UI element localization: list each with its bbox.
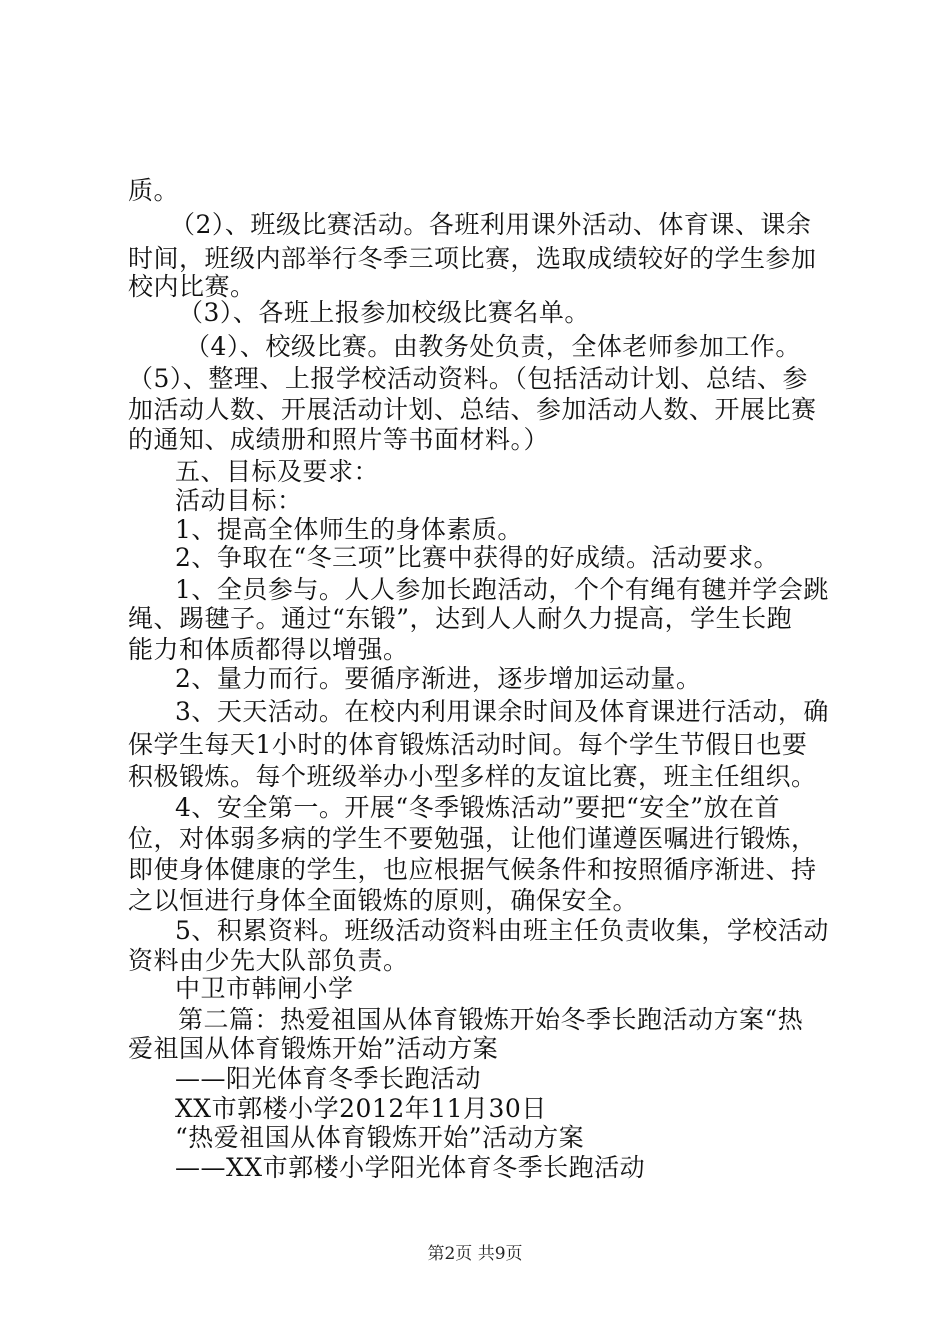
text-line: 的通知、成绩册和照片等书面材料。） [128, 425, 550, 454]
text-line: （4）、校级比赛。由教务处负责，全体老师参加工作。 [185, 332, 801, 361]
text-line: 资料由少先大队部负责。 [128, 946, 409, 975]
text-line: 绳、踢毽子。通过“东锻”，达到人人耐久力提高，学生长跑 [128, 604, 793, 633]
text-line: XX市郭楼小学2012年11月30日 [175, 1094, 547, 1123]
text-line: 加活动人数、开展活动计划、总结、参加活动人数、开展比赛 [128, 395, 817, 424]
text-line: 1、提高全体师生的身体素质。 [175, 515, 523, 544]
signature-school: 中卫市韩闸小学 [175, 974, 354, 1003]
text-line: 质。 [128, 176, 180, 205]
text-line: ——阳光体育冬季长跑活动 [175, 1064, 482, 1093]
text-line: 1、全员参与。人人参加长跑活动，个个有绳有毽并学会跳 [175, 575, 829, 604]
text-line: 活动目标： [175, 486, 303, 515]
text-line: “热爱祖国从体育锻炼开始”活动方案 [175, 1123, 585, 1152]
text-line: 3、天天活动。在校内利用课余时间及体育课进行活动，确 [175, 697, 829, 726]
text-line: 2、争取在“冬三项”比赛中获得的好成绩。活动要求。 [175, 543, 779, 572]
text-line: ——XX市郭楼小学阳光体育冬季长跑活动 [175, 1153, 646, 1182]
text-line: 校内比赛。 [128, 272, 256, 301]
text-line: 之以恒进行身体全面锻炼的原则，确保安全。 [128, 886, 639, 915]
text-line: 能力和体质都得以增强。 [128, 635, 409, 664]
text-line: 时间，班级内部举行冬季三项比赛，选取成绩较好的学生参加 [128, 244, 817, 273]
text-line: 位，对体弱多病的学生不要勉强，让他们谨遵医嘱进行锻炼， [128, 824, 817, 853]
section-heading: 五、目标及要求： [175, 457, 380, 486]
text-line: 第二篇：热爱祖国从体育锻炼开始冬季长跑活动方案“热 [178, 1005, 804, 1034]
text-line: 5、积累资料。班级活动资料由班主任负责收集，学校活动 [175, 916, 829, 945]
page-footer: 第2页 共9页 [427, 1244, 523, 1264]
text-line: 保学生每天1小时的体育锻炼活动时间。每个学生节假日也要 [128, 730, 808, 759]
text-line: 2、量力而行。要循序渐进，逐步增加运动量。 [175, 664, 702, 693]
text-line: （2）、班级比赛活动。各班利用课外活动、体育课、课余 [170, 210, 812, 239]
text-line: （5）、整理、上报学校活动资料。（包括活动计划、总结、参 [128, 364, 808, 393]
text-line: 积极锻炼。每个班级举办小型多样的友谊比赛，班主任组织。 [128, 762, 817, 791]
text-line: 4、安全第一。开展“冬季锻炼活动”要把“安全”放在首 [175, 793, 781, 822]
text-line: 即使身体健康的学生，也应根据气候条件和按照循序渐进、持 [128, 855, 817, 884]
text-line: 爱祖国从体育锻炼开始”活动方案 [128, 1034, 499, 1063]
text-line: （3）、各班上报参加校级比赛名单。 [178, 298, 590, 327]
